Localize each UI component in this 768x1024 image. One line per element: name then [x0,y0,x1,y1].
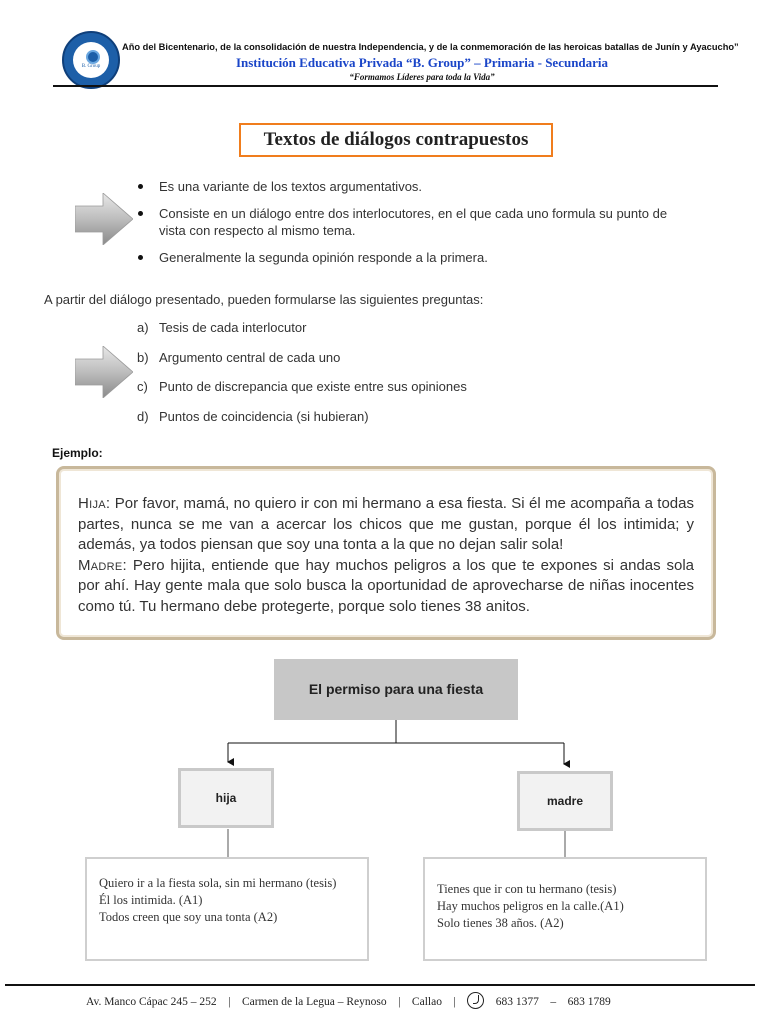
school-logo: B. Group [62,31,120,89]
eye-icon [86,50,100,64]
page-title: Textos de diálogos contrapuestos [239,123,553,157]
example-label: Ejemplo: [52,446,103,460]
question-item: c) Punto de discrepancia que existe entre sus opiniones [137,379,467,394]
node-madre: madre [517,771,613,831]
arrow-right-icon [75,346,133,398]
footer-district: Carmen de la Legua – Reynoso [241,996,387,1009]
question-list [137,320,657,438]
header-divider [53,85,718,87]
footer-divider [5,984,755,986]
speaker-label: Madre: [78,556,128,574]
footer-address: Av. Manco Cápac 245 – 252 [86,996,217,1009]
dialogue-hija: Hija: Por favor, mamá, no quiero ir con mi hermano a esa fiesta. Si él me acompaña a todas partes, nunca se me van a acercar los chicos que me gustan, porque él los intimida; y además, ya todos piensan que soy una tonta a la que no dejan salir sola! [78,495,694,553]
arrow-right-icon [75,193,133,245]
footer: Av. Manco Cápac 245 – 252 | Carmen de la Legua – Reynoso | Callao | 683 1377 – 683 1789 [86,994,611,1011]
dialogue-text [78,494,694,617]
footer-phone-1: 683 1377 [495,996,539,1009]
questions-intro: A partir del diálogo presentado, pueden formularse las siguientes preguntas: [44,292,484,307]
note-madre: Tienes que ir con tu hermano (tesis) Hay muchos peligros en la calle.(A1) Solo tienes 38 años. (A2) [423,857,707,961]
question-item: a) Tesis de cada interlocutor [137,320,307,335]
bullet-list [134,178,704,276]
phone-icon [467,992,484,1009]
question-item: d) Puntos de coincidencia (si hubieran) [137,408,369,424]
header-motto-year: Año del Bicentenario, de la consolidación de nuestra Independencia, y de la conmemoración de las heroicas batallas de Junín y Ayacucho” [122,42,739,52]
question-item: b) Argumento central de cada uno [137,349,341,365]
dialogue-madre: Madre: Pero hijita, entiende que hay muchos peligros a los que te expones si andas sola por ahí. Hay gente mala que solo busca la oportunidad de aprovecharse de niñas inocentes como tú. Tu hermano debe protegerte, porque solo tienes 38 anitos. [78,556,694,615]
speaker-label: Hija: [78,495,111,512]
node-hija: hija [178,768,274,828]
footer-phone-2: 683 1789 [567,996,611,1009]
diagram-topic: El permiso para una fiesta [274,659,518,720]
footer-city: Callao [411,996,442,1009]
bullet-item: Consiste en un diálogo entre dos interlocutores, en el que cada uno formula su punto de vista con respecto al mismo tema. [134,205,704,239]
bullet-item: Generalmente la segunda opinión responde a la primera. [134,249,704,266]
bullet-item: Es una variante de los textos argumentativos. [134,178,704,195]
header-institution: Institución Educativa Privada “B. Group” – Primaria - Secundaria [235,55,609,70]
note-hija: Quiero ir a la fiesta sola, sin mi hermano (tesis) Él los intimida. (A1) Todos creen que soy una tonta (A2) [85,857,369,961]
header-slogan: “Formamos Líderes para toda la Vida” [349,72,495,82]
